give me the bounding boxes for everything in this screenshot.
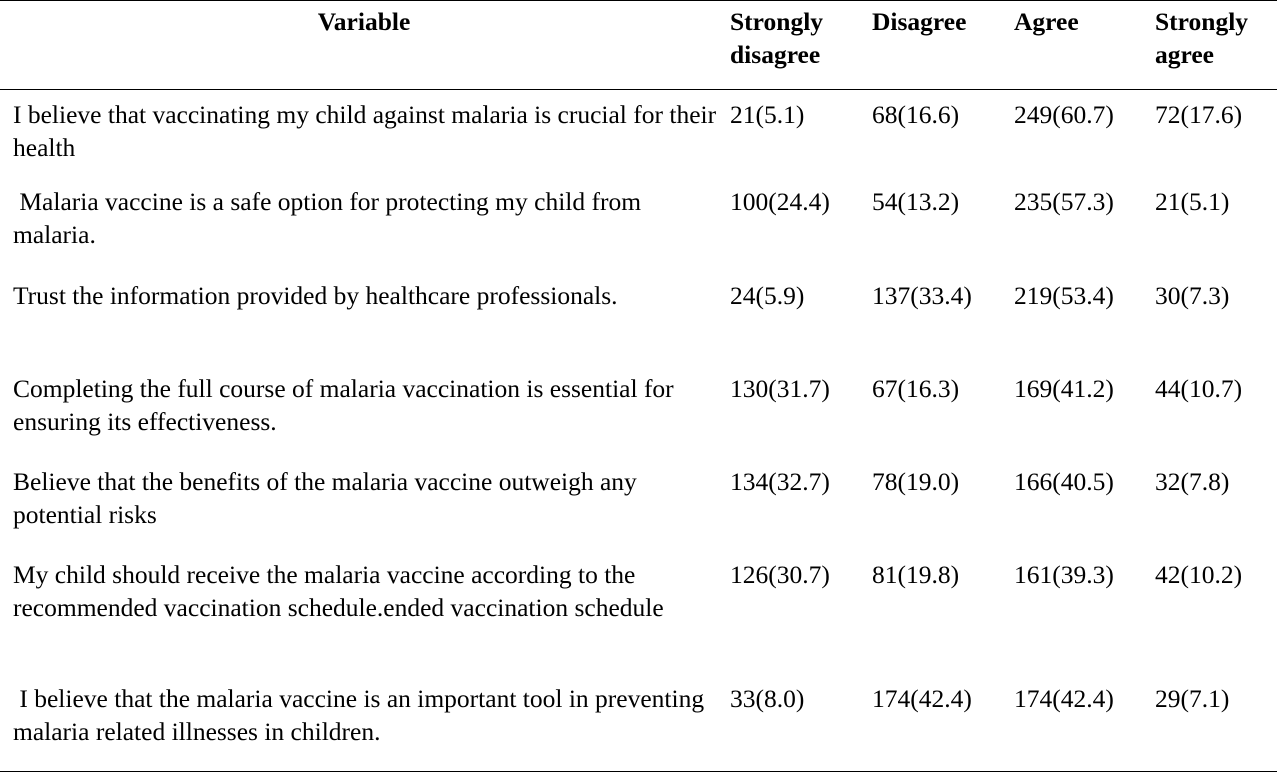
strongly-disagree-cell: 134(32.7) (730, 466, 830, 496)
variable-cell: Completing the full course of malaria vaccination is essential for ensuring its effectiveness. (13, 373, 674, 436)
agree-cell: 235(57.3) (1014, 186, 1114, 216)
disagree-cell: 78(19.0) (872, 466, 960, 496)
table-row (0, 465, 1277, 558)
disagree-cell: 67(16.3) (872, 373, 960, 403)
table-body (0, 90, 1277, 772)
agree-cell: 169(41.2) (1014, 373, 1114, 403)
strongly-disagree-cell: 126(30.7) (730, 559, 830, 589)
strongly-disagree-cell: 130(31.7) (730, 373, 830, 403)
agree-cell: 174(42.4) (1014, 683, 1114, 713)
table-row (0, 185, 1277, 279)
disagree-cell: 137(33.4) (872, 280, 972, 310)
strongly-agree-cell: 32(7.8) (1155, 466, 1230, 496)
table-row (0, 682, 1277, 772)
strongly-disagree-cell: 24(5.9) (730, 280, 805, 310)
header-variable: Variable (317, 7, 411, 36)
header-strongly-disagree: Strongly disagree (730, 7, 824, 69)
header-disagree: Disagree (872, 7, 967, 36)
strongly-agree-cell: 42(10.2) (1155, 559, 1243, 589)
table-row (0, 372, 1277, 465)
table-row (0, 279, 1277, 372)
disagree-cell: 68(16.6) (872, 100, 960, 129)
table-header (0, 1, 1277, 90)
strongly-disagree-cell: 33(8.0) (730, 683, 805, 713)
variable-cell: Trust the information provided by healthcare professionals. (13, 280, 618, 310)
strongly-agree-cell: 44(10.7) (1155, 373, 1243, 403)
strongly-agree-cell: 21(5.1) (1155, 186, 1230, 216)
strongly-agree-cell: 30(7.3) (1155, 280, 1230, 310)
variable-cell: I believe that the malaria vaccine is an important tool in preventing malaria related illnesses in children. (13, 683, 711, 746)
header-row (0, 1, 1277, 90)
agree-cell: 161(39.3) (1014, 559, 1114, 589)
disagree-cell: 174(42.4) (872, 683, 972, 713)
agree-cell: 219(53.4) (1014, 280, 1114, 310)
variable-cell: I believe that vaccinating my child against malaria is crucial for their health (13, 100, 717, 162)
header-agree: Agree (1014, 7, 1079, 36)
agree-cell: 166(40.5) (1014, 466, 1114, 496)
strongly-agree-cell: 72(17.6) (1155, 100, 1243, 129)
variable-cell: My child should receive the malaria vaccine according to the recommended vaccination schedule.ended vaccination schedule (13, 559, 664, 622)
variable-cell: Malaria vaccine is a safe option for protecting my child from malaria. (13, 186, 648, 249)
table-row (0, 558, 1277, 682)
strongly-disagree-cell: 21(5.1) (730, 100, 805, 129)
header-strongly-agree: Strongly agree (1155, 7, 1249, 69)
table-row (0, 90, 1277, 185)
strongly-disagree-cell: 100(24.4) (730, 186, 830, 216)
disagree-cell: 54(13.2) (872, 186, 960, 216)
strongly-agree-cell: 29(7.1) (1155, 683, 1230, 713)
agree-cell: 249(60.7) (1014, 100, 1114, 129)
variable-cell: Believe that the benefits of the malaria vaccine outweigh any potential risks (13, 466, 637, 529)
disagree-cell: 81(19.8) (872, 559, 960, 589)
